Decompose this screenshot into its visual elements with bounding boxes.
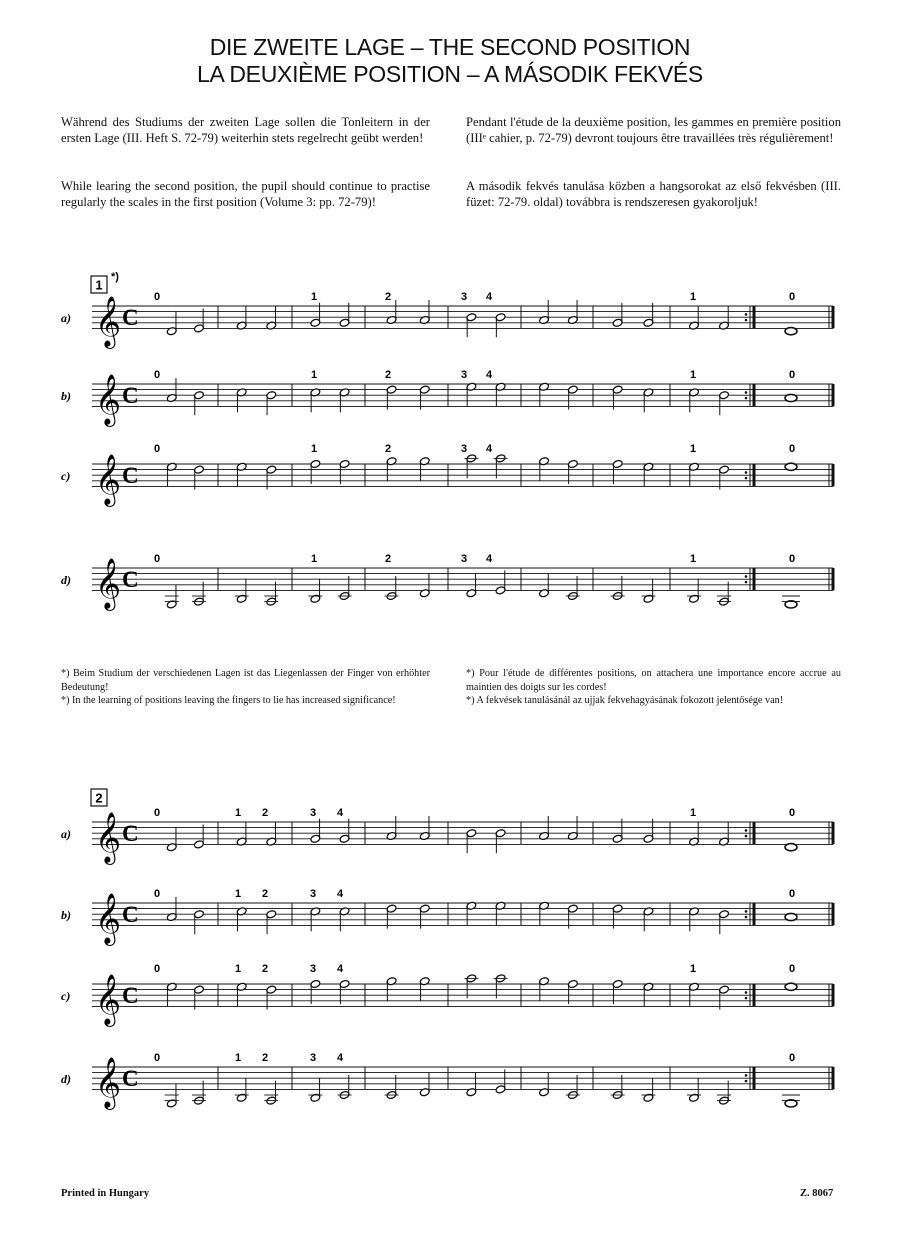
ex1-row-b-fingering: 0 [788,369,796,381]
ex1-row-b-fingering: 2 [384,369,392,381]
ex1-row-c-repeat-dot [745,471,748,474]
footnote-german: *) Beim Studium der verschiedenen Lagen ist das Liegenlassen der Finger von erhöhter Bedeutung! [61,668,430,693]
ex1-row-b-repeat-dot [745,397,748,400]
ex1-row-a-time-signature: C [122,305,139,330]
ex1-row-a-label: a) [61,311,71,325]
ex1-row-c-label: c) [61,469,71,483]
ex1-row-c-repeat-dot [745,477,748,480]
ex1-row-d-fingering: 0 [788,553,796,565]
ex2-row-b-repeat-dot [745,910,748,913]
ex1-row-d-label: d) [61,573,71,587]
ex1-row-c-time-signature: C [122,463,139,488]
ex1-number: 1 [95,277,103,293]
intro-german: Während des Studiums der zweiten Lage sollen die Tonleitern in der ersten Lage (III. Heft S. 72-79) weiterhin stets regelrecht geübt werden! [61,115,430,145]
ex2-row-c-treble-clef: 𝄞 [95,974,122,1025]
ex1-row-d-fingering: 0 [153,553,161,565]
ex1-row-b-fingering: 3 [460,369,468,381]
ex2-row-c-fingering: 4 [336,963,344,975]
ex1-row-b-fingering: 1 [689,369,697,381]
ex1-row-a-whole-note [785,328,797,335]
ex1-row-b-fingering: 4 [485,369,493,381]
ex2-row-d-fingering: 0 [788,1052,796,1064]
ex2-row-c-fingering: 1 [234,963,242,975]
ex1-row-d-fingering: 2 [384,553,392,565]
page-title-line-2: LA DEUXIÈME POSITION – A MÁSODIK FEKVÉS [197,61,703,87]
ex2-row-b-fingering: 3 [309,888,317,900]
ex2-row-d-repeat-dot [745,1080,748,1083]
ex2-row-a-repeat-dot [745,835,748,838]
ex2-row-b-repeat-dot [745,916,748,919]
ex1-row-a-fingering: 0 [788,291,796,303]
ex1-row-d-repeat-dot [745,581,748,584]
ex2-row-c-fingering: 2 [261,963,269,975]
ex2-row-b-fingering: 1 [234,888,242,900]
ex1-row-a-fingering: 1 [689,291,697,303]
ex1-row-c-fingering: 4 [485,443,493,455]
ex1-row-c-treble-clef: 𝄞 [95,454,122,505]
ex2-row-b-fingering: 2 [261,888,269,900]
ex1-row-a-fingering: 0 [153,291,161,303]
ex2-row-d-fingering: 2 [261,1052,269,1064]
ex2-row-b-fingering: 0 [153,888,161,900]
ex2-row-b-fingering: 4 [336,888,344,900]
ex2-row-d-fingering: 0 [153,1052,161,1064]
ex1-row-d-fingering: 4 [485,553,493,565]
ex1-row-a-fingering: 2 [384,291,392,303]
ex1-row-c-fingering: 1 [310,443,318,455]
page-title-line-1: DIE ZWEITE LAGE – THE SECOND POSITION [209,34,691,60]
ex2-row-d-repeat-dot [745,1074,748,1077]
ex2-row-d-fingering: 3 [309,1052,317,1064]
ex2-row-b-fingering: 0 [788,888,796,900]
intro-hungarian: A második fekvés tanulása közben a hangsorokat az első fekvésben (III. füzet: 72-79. oldal) továbbra is rendszeresen gyakoroljuk! [466,179,841,209]
footnote-marker: *) [111,271,119,283]
footer-catalog-number: Z. 8067 [800,1188,834,1199]
ex1-row-c-whole-note [785,463,797,470]
ex2-row-a-treble-clef: 𝄞 [95,812,122,863]
ex2-row-d-label: d) [61,1072,71,1086]
ex2-row-c-fingering: 0 [788,963,796,975]
footnote-french: *) Pour l'étude de différentes positions, on attachera une importance encore accrue au maintien des doigts sur les cordes! [466,668,841,693]
ex1-row-b-time-signature: C [122,383,139,408]
ex2-row-c-repeat-dot [745,991,748,994]
ex1-row-d-fingering: 1 [689,553,697,565]
footnote-hungarian: *) A fekvések tanulásánál az ujjak fekvehagyásának fokozott jelentősége van! [466,695,784,706]
intro-english: While learing the second position, the pupil should continue to practise regularly the scales in the first position (Volume 3: pp. 72-79)! [61,179,430,209]
ex2-row-a-fingering: 3 [309,807,317,819]
ex2-row-b-time-signature: C [122,902,139,927]
ex2-row-c-whole-note [785,983,797,990]
ex2-row-a-fingering: 4 [336,807,344,819]
ex1-row-c-fingering: 3 [460,443,468,455]
ex2-row-d-fingering: 4 [336,1052,344,1064]
ex1-row-a-repeat-dot [745,313,748,316]
footer-printed-in: Printed in Hungary [61,1188,150,1199]
ex1-row-b-whole-note [785,394,797,401]
footnote-english: *) In the learning of positions leaving the fingers to lie has increased significance! [61,695,396,706]
ex2-row-c-label: c) [61,989,71,1003]
ex1-row-b-repeat-dot [745,391,748,394]
ex2-row-c-fingering: 3 [309,963,317,975]
ex1-row-a-repeat-dot [745,319,748,322]
ex2-row-c-repeat-dot [745,997,748,1000]
ex2-row-a-time-signature: C [122,821,139,846]
ex2-row-c-fingering: 0 [153,963,161,975]
ex2-row-b-label: b) [61,908,71,922]
ex2-row-d-time-signature: C [122,1066,139,1091]
ex1-row-a-fingering: 1 [310,291,318,303]
ex1-row-d-fingering: 1 [310,553,318,565]
ex1-row-d-treble-clef: 𝄞 [95,558,122,609]
ex2-row-a-repeat-dot [745,829,748,832]
ex1-row-a-treble-clef: 𝄞 [95,296,122,347]
ex2-row-a-label: a) [61,827,71,841]
ex2-row-c-time-signature: C [122,983,139,1008]
ex2-row-a-fingering: 1 [234,807,242,819]
ex1-row-b-fingering: 0 [153,369,161,381]
ex1-row-b-label: b) [61,389,71,403]
ex2-row-a-fingering: 1 [689,807,697,819]
ex1-row-b-treble-clef: 𝄞 [95,374,122,425]
ex2-row-d-treble-clef: 𝄞 [95,1057,122,1108]
ex2-row-c-fingering: 1 [689,963,697,975]
ex1-row-c-fingering: 0 [788,443,796,455]
ex1-row-c-fingering: 1 [689,443,697,455]
ex2-row-a-fingering: 2 [261,807,269,819]
ex2-row-a-fingering: 0 [153,807,161,819]
ex1-row-d-repeat-dot [745,575,748,578]
ex2-row-a-fingering: 0 [788,807,796,819]
intro-french: Pendant l'étude de la deuxième position, les gammes en première position (IIIᵉ cahier, p. 72-79) devront toujours être travaillées très régulièrement! [466,115,841,145]
ex2-number: 2 [95,790,103,806]
ex1-row-b-fingering: 1 [310,369,318,381]
ex1-row-c-fingering: 2 [384,443,392,455]
ex1-row-d-time-signature: C [122,567,139,592]
ex1-row-c-fingering: 0 [153,443,161,455]
ex2-row-b-whole-note [785,913,797,920]
ex2-row-b-treble-clef: 𝄞 [95,893,122,944]
ex2-row-d-fingering: 1 [234,1052,242,1064]
ex1-row-a-fingering: 3 [460,291,468,303]
ex1-row-d-fingering: 3 [460,553,468,565]
ex1-row-a-fingering: 4 [485,291,493,303]
ex2-row-a-whole-note [785,844,797,851]
